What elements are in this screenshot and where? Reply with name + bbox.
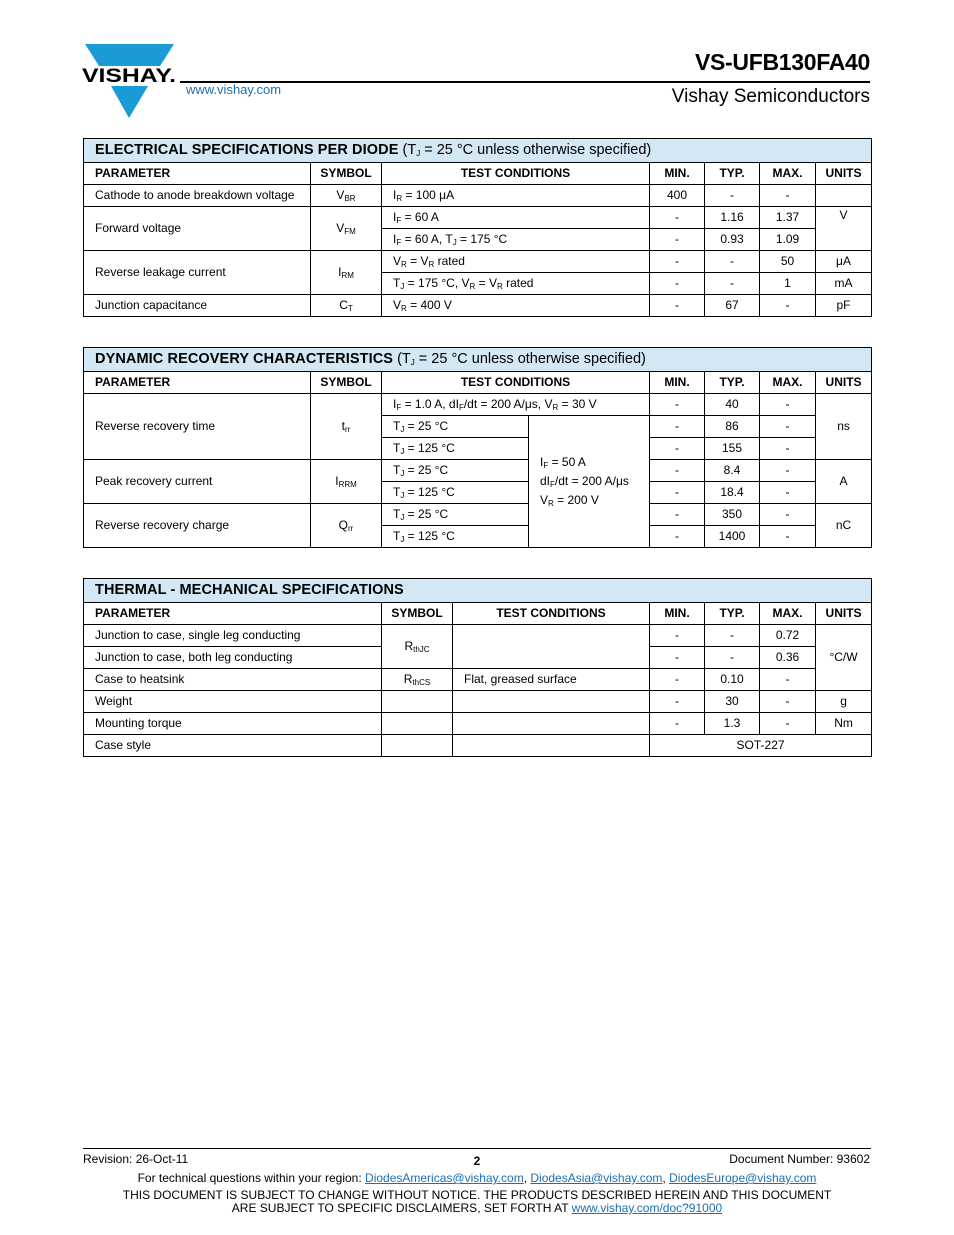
table-row: $T_J = 125$ °C - 1400 - <box>84 526 872 548</box>
dynamic-recovery-table <box>83 347 872 548</box>
header-rule <box>180 81 870 83</box>
website-link[interactable]: www.vishay.com <box>186 82 282 97</box>
table-row: Cathode to anode breakdown voltage $V_{BR}$ $I_R = 100$ μA 400 - - <box>84 185 872 207</box>
table-header-row: PARAMETER SYMBOL TEST CONDITIONS MIN. TYP. MAX. UNITS <box>84 372 872 394</box>
footer-rule <box>83 1148 871 1149</box>
table-row: Case to heatsink $R_{thCS}$ Flat, greased surface - 0.10 - <box>84 669 872 691</box>
table-title: DYNAMIC RECOVERY CHARACTERISTICS ($T_J = 25$ °C unless otherwise specified) <box>84 348 872 372</box>
table-row: Peak recovery current $I_{RRM}$ $T_J = 25$ °C - 8.4 - A <box>84 460 872 482</box>
table-row: $T_J = 175$ °C, $V_R = V_R$ rated - - 1 mA <box>84 273 872 295</box>
company-name: Vishay Semiconductors <box>671 86 870 107</box>
table-row: Weight - 30 - g <box>84 691 872 713</box>
email-asia-link[interactable]: DiodesAsia@vishay.com <box>530 1171 663 1185</box>
table-row: $T_J = 125$ °C - 155 - <box>84 438 872 460</box>
electrical-specifications-table <box>83 138 872 317</box>
disclaimer-line-2: ARE SUBJECT TO SPECIFIC DISCLAIMERS, SET FORTH AT www.vishay.com/doc?91000 <box>231 1201 723 1215</box>
table-row: Case style SOT-227 <box>84 735 872 757</box>
table-row: Reverse leakage current $I_{RM}$ $V_R = V_R$ rated - - 50 μA <box>84 251 872 273</box>
email-europe-link[interactable]: DiodesEurope@vishay.com <box>669 1171 817 1185</box>
logo-top-band <box>85 44 174 66</box>
thermal-mechanical-table <box>83 578 872 757</box>
table-row: Reverse recovery time $t_{rr}$ $I_F = 1.0$ A, $dI_F/dt = 200$ A/μs, $V_R = 30$ V - 40 - ns <box>84 394 872 416</box>
table-row: $T_J = 125$ °C - 18.4 - <box>84 482 872 504</box>
table-row: Forward voltage $V_{FM}$ $I_F = 60$ A - 1.16 1.37 V <box>84 207 872 229</box>
vishay-logo <box>82 42 178 122</box>
table-row: $I_F = 60$ A, $T_J = 175$ °C - 0.93 1.09 <box>84 229 872 251</box>
table-row: Reverse recovery charge $Q_{rr}$ $T_J = 25$ °C - 350 - nC <box>84 504 872 526</box>
disclaimer-link[interactable]: www.vishay.com/doc?91000 <box>571 1201 723 1215</box>
email-americas-link[interactable]: DiodesAmericas@vishay.com <box>365 1171 524 1185</box>
table-row: Junction to case, both leg conducting - - 0.36 <box>84 647 872 669</box>
logo-bottom-triangle <box>111 86 148 118</box>
table-row: Junction capacitance $C_T$ $V_R = 400$ V - 67 - pF <box>84 295 872 317</box>
table-title: THERMAL - MECHANICAL SPECIFICATIONS <box>84 579 872 603</box>
table-header-row: PARAMETER SYMBOL TEST CONDITIONS MIN. TYP. MAX. UNITS <box>84 603 872 625</box>
disclaimer-line-1: THIS DOCUMENT IS SUBJECT TO CHANGE WITHOUT NOTICE. THE PRODUCTS DESCRIBED HEREIN AND THIS DOCUMENT <box>122 1188 832 1202</box>
document-title: VS-UFB130FA40 <box>694 49 870 75</box>
page-number: 2 <box>473 1154 481 1168</box>
table-row: Junction to case, single leg conducting $R_{thJC}$ - - 0.72 °C/W <box>84 625 872 647</box>
logo-wordmark: VISHAY. <box>82 65 176 87</box>
document-number: Document Number: 93602 <box>729 1152 870 1166</box>
contact-line: For technical questions within your region: DiodesAmericas@vishay.com, DiodesAsia@vishay.com, DiodesEurope@vishay.com <box>137 1171 817 1185</box>
table-header-row: PARAMETER SYMBOL TEST CONDITIONS MIN. TYP. MAX. UNITS <box>84 163 872 185</box>
table-row: Mounting torque - 1.3 - Nm <box>84 713 872 735</box>
revision-date: Revision: 26-Oct-11 <box>83 1152 189 1166</box>
table-row: $T_J = 25$ °C $I_F = 50$ A $dI_F/dt = 200$ A/μs $V_R = 200$ V - 86 - <box>84 416 872 438</box>
table-title: ELECTRICAL SPECIFICATIONS PER DIODE ($T_J = 25$ °C unless otherwise specified) <box>84 139 872 163</box>
